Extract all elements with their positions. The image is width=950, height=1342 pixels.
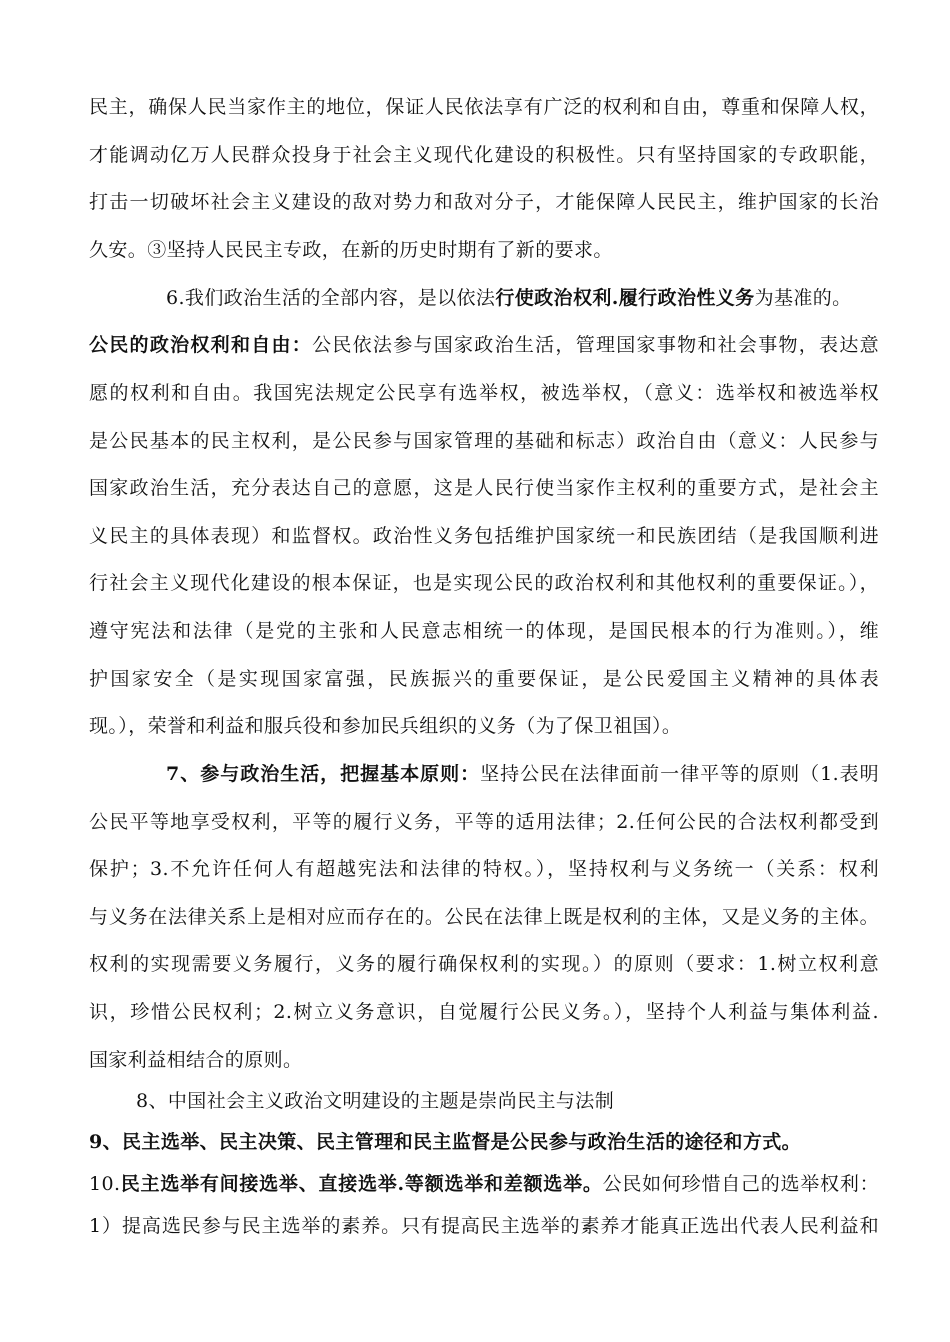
text-line <box>89 804 879 840</box>
text-line <box>166 756 879 792</box>
text-line <box>89 899 879 935</box>
text-span: 识，珍惜公民权利；2.树立义务意识，自觉履行公民义务。），坚持个人利益与集体利益. <box>89 1001 879 1023</box>
text-span-bold: 9、民主选举、民主决策、民主管理和民主监督是公民参与政治生活的途径和方式。 <box>89 1131 802 1153</box>
text-line <box>89 184 879 220</box>
text-span: 现。），荣誉和利益和服兵役和参加民兵组织的义务（为了保卫祖国）。 <box>89 715 682 737</box>
text-span: 10. <box>89 1173 121 1195</box>
text-line <box>166 280 879 316</box>
text-span: 国家政治生活，充分表达自己的意愿，这是人民行使当家作主权利的重要方式，是社会主 <box>89 477 879 499</box>
text-span-bold: 7、参与政治生活，把握基本原则： <box>166 763 481 785</box>
text-line <box>89 1042 879 1078</box>
text-span: 护国家安全（是实现国家富强，民族振兴的重要保证，是公民爱国主义精神的具体表 <box>89 668 879 690</box>
text-span: 行社会主义现代化建设的根本保证，也是实现公民的政治权利和其他权利的重要保证。）， <box>89 572 879 594</box>
text-span: 保护；3.不允许任何人有超越宪法和法律的特权。），坚持权利与义务统一（关系：权利 <box>89 858 879 880</box>
text-span: 为基准的。 <box>754 287 852 309</box>
text-span: 打击一切破坏社会主义建设的敌对势力和敌对分子，才能保障人民民主，维护国家的长治 <box>89 191 879 213</box>
text-line <box>89 232 879 268</box>
text-span: 6.我们政治生活的全部内容，是以依法 <box>166 287 496 309</box>
text-span: 公民如何珍惜自己的选举权利： <box>602 1173 879 1195</box>
text-span: 久安。③坚持人民民主专政，在新的历史时期有了新的要求。 <box>89 239 613 261</box>
text-span: 才能调动亿万人民群众投身于社会主义现代化建设的积极性。只有坚持国家的专政职能， <box>89 144 879 166</box>
text-line <box>89 613 879 649</box>
text-line <box>89 137 879 173</box>
text-span: 公民依法参与国家政治生活，管理国家事物和社会事物，表达意 <box>312 334 879 356</box>
text-line <box>89 565 879 601</box>
text-span: 8、中国社会主义政治文明建设的主题是崇尚民主与法制 <box>136 1090 615 1112</box>
text-line <box>89 327 879 363</box>
text-line <box>89 994 879 1030</box>
text-line <box>89 661 879 697</box>
text-line <box>89 1208 879 1244</box>
text-span: 遵守宪法和法律（是党的主张和人民意志相统一的体现，是国民根本的行为准则。），维 <box>89 620 879 642</box>
text-span: 愿的权利和自由。我国宪法规定公民享有选举权，被选举权，（意义：选举权和被选举权 <box>89 382 879 404</box>
text-span-bold: 行使政治权利.履行政治性义务 <box>495 287 755 309</box>
text-line <box>89 851 879 887</box>
text-line <box>89 470 879 506</box>
text-span: 坚持公民在法律面前一律平等的原则（1.表明 <box>480 763 879 785</box>
text-line <box>136 1083 879 1119</box>
text-span: 与义务在法律关系上是相对应而存在的。公民在法律上既是权利的主体，又是义务的主体。 <box>89 906 879 928</box>
text-line <box>89 375 879 411</box>
text-span-bold: 公民的政治权利和自由： <box>89 334 313 356</box>
text-span: 国家利益相结合的原则。 <box>89 1049 303 1071</box>
text-span: 1）提高选民参与民主选举的素养。只有提高民主选举的素养才能真正选出代表人民利益和 <box>89 1215 879 1237</box>
text-line <box>89 518 879 554</box>
text-span: 公民平等地享受权利，平等的履行义务，平等的适用法律；2.任何公民的合法权利都受到 <box>89 811 879 833</box>
text-span-bold: 民主选举有间接选举、直接选举.等额选举和差额选举。 <box>120 1173 603 1195</box>
text-span: 义民主的具体表现）和监督权。政治性义务包括维护国家统一和民族团结（是我国顺利进 <box>89 525 879 547</box>
text-line <box>89 423 879 459</box>
text-span: 是公民基本的民主权利，是公民参与国家管理的基础和标志）政治自由（意义：人民参与 <box>89 430 879 452</box>
text-line <box>89 708 879 744</box>
text-line <box>89 89 879 125</box>
text-span: 权利的实现需要义务履行，义务的履行确保权利的实现。）的原则（要求：1.树立权利意 <box>89 953 879 975</box>
text-span: 民主，确保人民当家作主的地位，保证人民依法享有广泛的权利和自由，尊重和保障人权， <box>89 96 879 118</box>
text-line <box>89 1124 879 1160</box>
text-line <box>89 946 879 982</box>
text-line <box>89 1166 879 1202</box>
